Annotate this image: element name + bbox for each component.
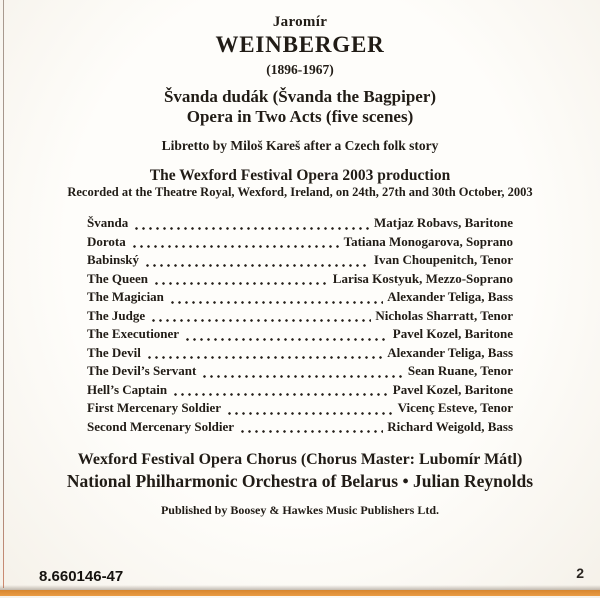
cast-performer: Pavel Kozel, Baritone: [392, 381, 513, 397]
cast-performer: Ivan Choupenitch, Tenor: [373, 252, 513, 267]
publisher-credit: Published by Boosey & Hawkes Music Publishers Ltd.: [160, 503, 440, 517]
cast-row: [87, 251, 513, 270]
dotted-leader: [203, 375, 404, 378]
cast-role: Second Mercenary Soldier: [87, 418, 235, 434]
production-line: The Wexford Festival Opera 2003 production: [149, 167, 451, 184]
cast-row: [87, 362, 513, 381]
catalog-number: 8.660146-47: [39, 568, 124, 585]
cast-row: [87, 325, 513, 344]
dotted-leader: [133, 245, 340, 248]
cast-role: The Queen: [87, 270, 149, 286]
cast-performer: Larisa Kostyuk, Mezzo-Soprano: [332, 270, 513, 286]
cast-row: [87, 307, 513, 326]
cast-role: Hell’s Captain: [87, 381, 168, 397]
cast-role: The Devil: [87, 344, 141, 360]
cast-role: The Magician: [87, 289, 164, 304]
libretto-credit: Libretto by Miloš Kareš after a Czech folk story: [161, 138, 439, 153]
dotted-leader: [155, 282, 329, 285]
cast-role: Dorota: [87, 233, 126, 249]
cast-row: [87, 399, 513, 418]
work-subtitle: Opera in Two Acts (five scenes): [186, 107, 414, 126]
page-number: 2: [576, 565, 584, 581]
cast-row: [87, 233, 513, 252]
orchestra-credit: National Philharmonic Orchestra of Belarus • Julian Reynolds: [66, 471, 534, 491]
cast-row: [87, 344, 513, 363]
dotted-leader: [135, 227, 370, 230]
cast-role: The Judge: [87, 307, 146, 323]
cast-performer: Alexander Teliga, Bass: [387, 289, 513, 304]
composer-last-name: WEINBERGER: [215, 32, 385, 57]
dotted-leader: [241, 430, 383, 433]
dotted-leader: [146, 264, 370, 267]
cast-role: The Devil’s Servant: [87, 363, 197, 378]
composer-first-name: Jaromír: [272, 14, 328, 30]
cast-performer: Sean Ruane, Tenor: [407, 363, 513, 378]
cast-role: Švanda: [87, 215, 129, 230]
cast-performer: Nicholas Sharratt, Tenor: [375, 307, 513, 323]
cast-row: [87, 214, 513, 233]
work-title: Švanda dudák (Švanda the Bagpiper): [163, 87, 437, 106]
cast-list: [87, 214, 513, 436]
cast-role: Babinský: [87, 252, 140, 267]
cast-performer: Matjaz Robavs, Baritone: [373, 215, 513, 230]
cast-row: [87, 418, 513, 437]
cast-row: [87, 270, 513, 289]
dotted-leader: [152, 319, 371, 322]
cast-row: [87, 381, 513, 400]
cast-performer: Vicenç Esteve, Tenor: [397, 400, 513, 415]
dotted-leader: [186, 338, 389, 341]
cast-role: The Executioner: [87, 326, 180, 341]
dotted-leader: [148, 356, 383, 359]
cast-performer: Tatiana Monogarova, Soprano: [343, 233, 513, 249]
chorus-credit: Wexford Festival Opera Chorus (Chorus Master: Lubomír Mátl): [77, 451, 523, 468]
dotted-leader: [228, 412, 394, 415]
recording-note: Recorded at the Theatre Royal, Wexford, Ireland, on 24th, 27th and 30th October, 2003: [67, 185, 533, 199]
cast-performer: Richard Weigold, Bass: [387, 418, 513, 434]
cast-performer: Pavel Kozel, Baritone: [392, 326, 513, 341]
dotted-leader: [174, 393, 389, 396]
dotted-leader: [171, 301, 383, 304]
cast-performer: Alexander Teliga, Bass: [387, 344, 513, 360]
bottom-accent-bar: [0, 590, 600, 596]
cast-role: First Mercenary Soldier: [87, 400, 222, 415]
composer-dates: (1896-1967): [266, 62, 334, 77]
cast-row: [87, 288, 513, 307]
